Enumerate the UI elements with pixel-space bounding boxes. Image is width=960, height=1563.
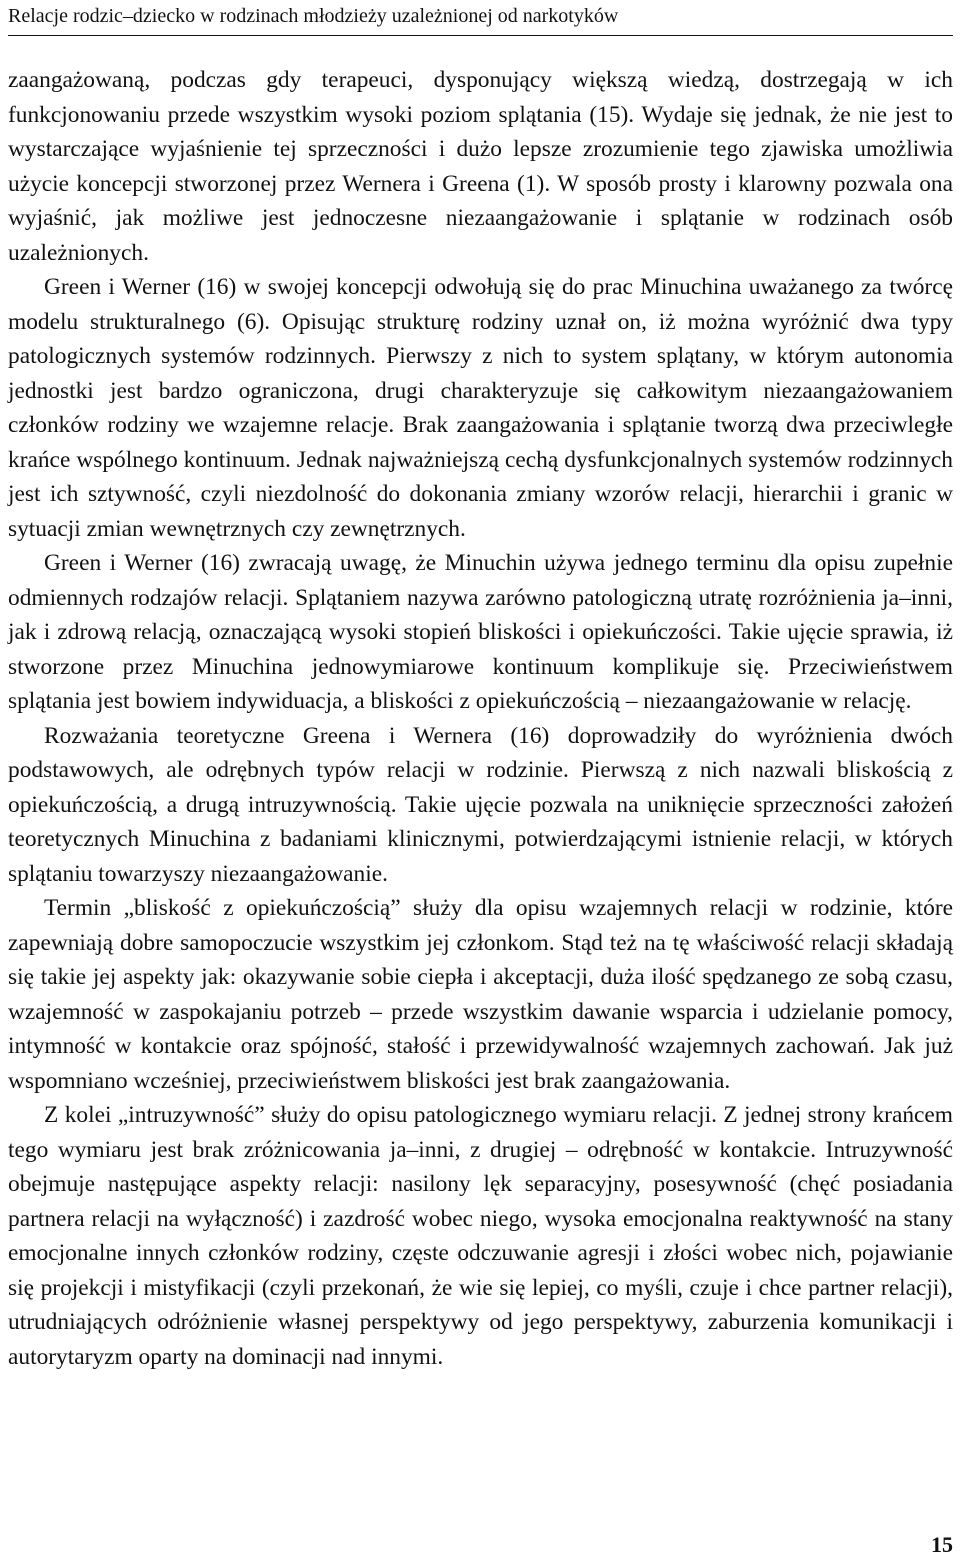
page-body [8,63,953,1374]
paragraph-continuation: zaangażowaną, podczas gdy terapeuci, dysponujący większą wiedzą, dostrzegają w ich funkcjonowaniu przede wszystkim wysoki poziom splątania (15). Wydaje się jednak, że nie jest to wystarczające wyjaśnienie tej sprzeczności i dużo lepsze zrozumienie tego zjawiska umożliwia użycie koncepcji stworzonej przez Wernera i Greena (1). W sposób prosty i klarowny pozwala ona wyjaśnić, jak możliwe jest jednoczesne niezaangażowanie i splątanie w rodzinach osób uzależnionych. [8,67,953,266]
paragraph-closeness-definition: Termin „bliskość z opiekuńczością” służy dla opisu wzajemnych relacji w rodzinie, które zapewniają dobre samopoczucie wszystkim jej członkom. Stąd też na tę właściwość relacji składają się takie jej aspekty jak: okazywanie sobie ciepła i akceptacji, duża ilość spędzanego ze sobą czasu, wzajemność w zaspokajaniu potrzeb – przede wszystkim dawanie wsparcia i udzielanie pomocy, intymność w kontakcie oraz spójność, stałość i przewidywalność wzajemnych zachowań. Jak już wspomniano wcześniej, przeciwieństwem bliskości jest brak zaangażowania. [8,895,953,1094]
paragraph-green-werner-minuchin: Green i Werner (16) w swojej koncepcji odwołują się do prac Minuchina uważanego za twórcę modelu strukturalnego (6). Opisując strukturę rodziny uznał on, iż można wyróżnić dwa typy patologicznych systemów rodzinnych. Pierwszy z nich to system splątany, w którym autonomia jednostki jest bardzo ograniczona, drugi charakteryzuje się całkowitym niezaangażowaniem członków rodziny we wzajemne relacje. Brak zaangażowania i splątanie tworzą dwa przeciwległe krańce wspólnego kontinuum. Jednak najważniejszą cechą dysfunkcjonalnych systemów rodzinnych jest ich sztywność, czyli niezdolność do dokonania zmiany wzorów relacji, hierarchii i granic w sytuacji zmian wewnętrznych czy zewnętrznych. [8,274,953,542]
paragraph-single-term-critique: Green i Werner (16) zwracają uwagę, że Minuchin używa jednego terminu dla opisu zupełnie odmiennych rodzajów relacji. Splątaniem nazywa zarówno patologiczną utratę rozróżnienia ja–inni, jak i zdrową relacją, oznaczającą wysoki stopień bliskości i opiekuńczości. Takie ujęcie sprawia, iż stworzone przez Minuchina jednowymiarowe kontinuum komplikuje się. Przeciwieństwem splątania jest bowiem indywiduacja, a bliskości z opiekuńczością – niezaangażowanie w relację. [8,550,953,714]
running-header: Relacje rodzic–dziecko w rodzinach młodzieży uzależnionej od narkotyków [8,5,619,27]
header-rule [8,35,953,36]
paragraph-intrusiveness-definition: Z kolei „intruzywność” służy do opisu patologicznego wymiaru relacji. Z jednej strony krańcem tego wymiaru jest brak zróżnicowania ja–inni, z drugiej – odrębność w kontakcie. Intruzywność obejmuje następujące aspekty relacji: nasilony lęk separacyjny, posesywność (chęć posiadania partnera relacji na wyłączność) i zazdrość wobec niego, wysoka emocjonalna reaktywność na stany emocjonalne innych członków rodziny, częste odczuwanie agresji i złości wobec nich, pojawianie się projekcji i mistyfikacji (czyli przekonań, że wie się lepiej, co myśli, czuje i chce partner relacji), utrudniających odróżnienie własnej perspektywy od jego perspektywy, zaburzenia komunikacji i autorytaryzm oparty na dominacji nad innymi. [8,1102,953,1370]
paragraph-two-relation-types: Rozważania teoretyczne Greena i Wernera (16) doprowadziły do wyróżnienia dwóch podstawowych, ale odrębnych typów relacji w rodzinie. Pierwszą z nich nazwali bliskością z opiekuńczością, a drugą intruzywnością. Takie ujęcie pozwala na uniknięcie sprzeczności założeń teoretycznych Minuchina z badaniami klinicznymi, potwierdzającymi istnienie relacji, w których splątaniu towarzyszy niezaangażowanie. [8,722,953,887]
page-number: 15 [931,1532,953,1557]
